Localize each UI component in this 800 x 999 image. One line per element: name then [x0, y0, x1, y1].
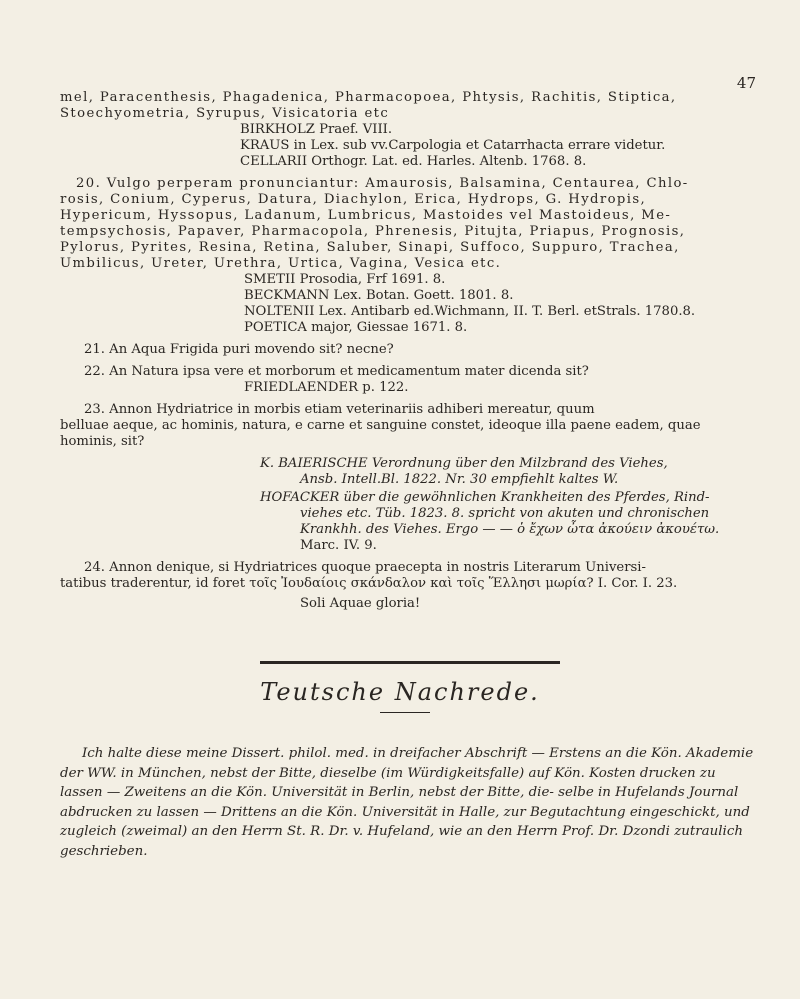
- citation-line: FRIEDLAENDER p. 122.: [244, 380, 409, 395]
- citation-line: NOLTENII Lex. Antibarb ed.Wichmann, II. T. Berl. etStrals. 1780.8.: [244, 304, 696, 319]
- citation-line: BECKMANN Lex. Botan. Goett. 1801. 8.: [244, 288, 514, 303]
- heading-underline: [380, 712, 430, 713]
- page-number: 47: [736, 74, 756, 92]
- text-line: mel, Paracenthesis, Phagadenica, Pharmacopoea, Phtysis, Rachitis, Stiptica,: [60, 90, 677, 105]
- text-line: belluae aeque, ac hominis, natura, e carne et sanguine constet, ideoque illa paene eadem, quae: [60, 418, 701, 433]
- citation-line: HOFACKER über die gewöhnlichen Krankheiten des Pferdes, Rind-: [260, 490, 710, 505]
- text-line: tempsychosis, Papaver, Pharmacopola, Phrenesis, Pitujta, Priapus, Prognosis,: [60, 224, 686, 239]
- citation-line: CELLARII Orthogr. Lat. ed. Harles. Altenb. 1768. 8.: [240, 154, 587, 169]
- question-23: 23. Annon Hydriatrice in morbis etiam veterinariis adhiberi mereatur, quum: [84, 402, 595, 417]
- closing-paragraph: Ich halte diese meine Dissert. philol. med. in dreifacher Abschrift — Erstens an die Kön. Akademie der WW. in München, nebst der Bitte, dieselbe (im Würdigkeitsfalle) auf Kön. Kosten drucken zu lassen — Zweitens an die Kön. Universität in Berlin, nebst der Bitte, die- selbe in Hufelands Journal abdrucken zu lassen — Drittens an die Kön. Universität in Halle, zur Begutachtung eingeschickt, und zugleich (zweimal) an den Herrn St. R. Dr. v. Hufeland, wie an den Herrn Prof. Dr. Dzondi zutraulich geschrieben.: [60, 746, 754, 859]
- citation-line: Ansb. Intell.Bl. 1822. Nr. 30 empfiehlt kaltes W.: [300, 472, 619, 487]
- text-line: Stoechyometria, Syrupus, Visicatoria etc: [60, 106, 390, 121]
- citation-line: Krankhh. des Viehes. Ergo — — ὁ ἔχων ὦτα ἀκούειν ἀκουέτω.: [300, 522, 720, 537]
- citation-line: viehes etc. Tüb. 1823. 8. spricht von akuten und chronischen: [300, 506, 710, 521]
- closing-motto: Soli Aquae gloria!: [300, 596, 421, 611]
- section-heading: Teutsche Nachrede.: [260, 678, 540, 706]
- question-24: 24. Annon denique, si Hydriatrices quoque praecepta in nostris Literarum Universi-: [84, 560, 646, 575]
- text-line: rosis, Conium, Cyperus, Datura, Diachylon, Erica, Hydrops, G. Hydropis,: [60, 192, 647, 207]
- section-divider: [260, 661, 560, 664]
- question-21: 21. An Aqua Frigida puri movendo sit? necne?: [84, 342, 394, 357]
- citation-line: KRAUS in Lex. sub vv.Carpologia et Catarrhacta errare videtur.: [240, 138, 666, 153]
- citation-line: BIRKHOLZ Praef. VIII.: [240, 122, 393, 137]
- text-line: 20. Vulgo perperam pronunciantur: Amaurosis, Balsamina, Centaurea, Chlo-: [76, 176, 689, 191]
- question-22: 22. An Natura ipsa vere et morborum et medicamentum mater dicenda sit?: [84, 364, 589, 379]
- text-line: Hypericum, Hyssopus, Ladanum, Lumbricus, Mastoides vel Mastoideus, Me-: [60, 208, 672, 223]
- citation-line: Marc. IV. 9.: [300, 538, 377, 553]
- citation-line: K. BAIERISCHE Verordnung über den Milzbrand des Viehes,: [260, 456, 668, 471]
- text-line: hominis, sit?: [60, 434, 145, 449]
- text-line: tatibus traderentur, id foret τοῖς Ἰουδαίοις σκάνδαλον καὶ τοῖς Ἕλλησι μωρία? I. Cor. I. 23.: [60, 576, 678, 591]
- citation-line: POETICA major, Giessae 1671. 8.: [244, 320, 468, 335]
- citation-line: SMETII Prosodia, Frf 1691. 8.: [244, 272, 446, 287]
- text-line: Pylorus, Pyrites, Resina, Retina, Saluber, Sinapi, Suffoco, Suppuro, Trachea,: [60, 240, 680, 255]
- text-line: Umbilicus, Ureter, Urethra, Urtica, Vagina, Vesica etc.: [60, 256, 502, 271]
